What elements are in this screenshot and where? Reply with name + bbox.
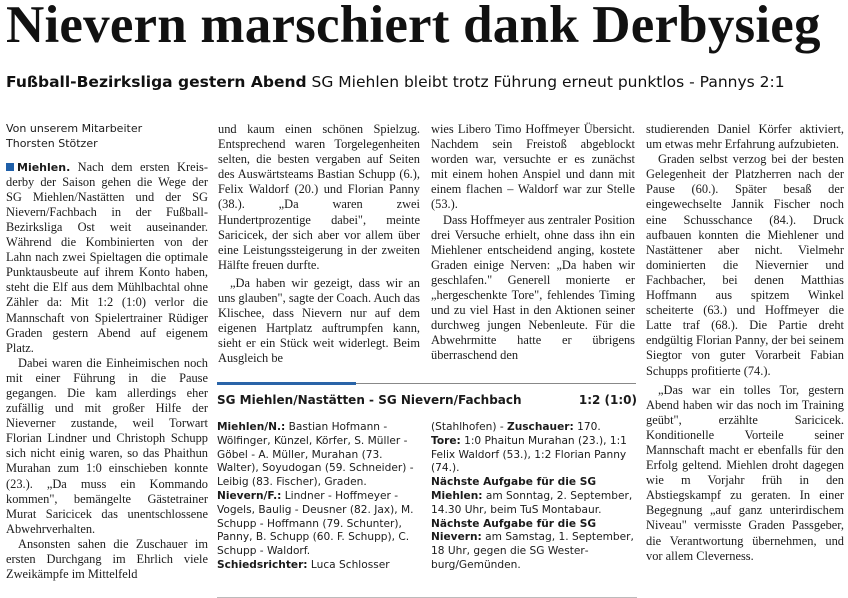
referee-place: (Stahlhofen) - xyxy=(431,421,504,433)
goals-list: 1:0 Phaitun Murahan (23.), 1:1 Felix Waldorf (53.), 1:2 Florian Panny (74.). xyxy=(431,434,627,475)
next-match-miehlen: am Sonntag, 2. September, 14.30 Uhr, beim TuS Montabaur. xyxy=(431,489,633,516)
match-info-details xyxy=(431,421,635,573)
byline xyxy=(6,122,208,152)
lineup-miehlen: Bastian Hofmann - Wölfinger, Künzel, Körfer, S. Müller - Göbel - A. Müller, Murahan (73. Walter), Soyudogan (59. Schneider) - Leibig (83. Fischer), Graden. xyxy=(217,421,414,489)
article-paragraph: Ansonsten sahen die Zuschauer im ersten Durchgang im Ehrlich viele Zweikämpfe im Mittelfeld xyxy=(6,536,208,582)
dateline-square-icon xyxy=(6,163,14,171)
lineup-nievern: Lindner - Hoffmeyer - Vogels, Baulig - Deusner (82. Jax), M. Schupp - Hoffmann (79. Schunter), Panny, B. Schupp (60. F. Schupp), C. Schupp - Waldorf. xyxy=(217,489,414,558)
next-match-nievern: am Samstag, 1. September, 18 Uhr, gegen die SG Westerburg/Gemünden. xyxy=(431,531,634,571)
article-paragraph: Graden selbst verzog bei der besten Gelegenheit der Platzherren nach der Pause (60.). Später besaß der eingewechselte Jannik Fischer noch eine Schusschance (84.). Druck aufbauen konnten die Miehlener und Nastättener aber nicht. Vielmehr dominierten die Nievernier und Fachbacher, bei denen Matthias Hoffmann aus spitzem Winkel scheiterte (63.) und Hoffmeyer die Latte traf (68.). Die Partie dreht endgültig Florian Panny, der bei seinem Siegtor von guter Vorarbeit Fabian Schupps profitierte (74.). xyxy=(646,152,844,378)
article-paragraph: studierenden Daniel Körfer aktiviert, um etwas mehr Erfahrung aufzubieten. xyxy=(646,122,844,152)
subheadline-text: SG Miehlen bleibt trotz Führung erneut punktlos - Pannys 2:1 xyxy=(311,73,785,91)
headline: Nievern marschiert dank Derbysieg xyxy=(6,0,821,54)
lineup-label-nievern: Nievern/F.: xyxy=(217,489,282,502)
article-paragraph: „Da haben wir gezeigt, dass wir an uns glauben", sagte der Coach. Auch das Klischee, dass Nievern nur auf dem eigenen Hartplatz auftrumpfen kann, sieht er ein Stück weit widerlegt. Beim Ausgleich be xyxy=(218,275,420,366)
article-column-3 xyxy=(431,122,635,364)
match-score: 1:2 (1:0) xyxy=(578,393,637,407)
referee-label: Schiedsrichter: xyxy=(217,558,308,571)
goals-label: Tore: xyxy=(431,434,461,447)
spectators-label: Zuschauer: xyxy=(507,421,574,433)
subheadline-kicker: Fußball-Bezirksliga gestern Abend xyxy=(6,73,307,91)
article-column-4 xyxy=(646,122,844,564)
article-paragraph: Dabei waren die Einheimischen noch mit einer Führung in die Pause gegangen. Die kam allerdings eher zufällig und mit großer Hilfe der Nieverner zustande, weil Torwart Florian Lindner und Christoph Schupp sich nicht einig waren, so das Phaithun Murahan zum 1:0 einschieben konnte (23.). „Da muss ein Kommando kommen", bemängelte Gästetrainer Murat Saricicek das unentschlossene Abwehrverhalten. xyxy=(6,355,208,536)
match-info-lineups xyxy=(217,421,425,573)
article-column-2 xyxy=(218,122,420,367)
article-paragraph: Dass Hoffmeyer aus zentraler Position drei Versuche erhielt, ohne dass ihn ein Miehlener entscheidend anging, kostete Graden einige Nerven: „Da haben wir geschlafen." Generell monierte er „hergeschenkte Tore", fehlendes Timing und zu viel Hast in den Aktionen seiner durchweg jungen Nebenleute. Für die Abwehrmitte hatte er übrigens überraschend den xyxy=(431,212,635,363)
article-paragraph: wies Libero Timo Hoffmeyer Übersicht. Nachdem sein Freistoß abgeblockt worden war, versuchte er es zunächst mit einem hohen Anspiel und dann mit einem flachen – Waldorf war zur Stelle (53.). xyxy=(431,122,635,212)
byline-author: Thorsten Stötzer xyxy=(6,136,98,150)
next-match-label-nievern: Nächste Aufgabe für die SG Nievern: xyxy=(431,517,597,544)
byline-line-1: Von unserem Mitarbeiter xyxy=(6,122,143,135)
article-paragraph xyxy=(6,160,208,356)
paragraph-text: Nach dem ersten Kreisderby der Saison gehen die Wege der SG Miehlen/Nastätten und der SG Nievern/Fachbach in der Fußball-Bezirksliga Ost weit auseinander. Während die Kombinierten von der Lahn nach zwei Spieltagen die optimale Punktausbeute auf ihrem Konto haben, steht die Elf aus dem Mühlbachtal ohne Zähler da: Mit 1:2 (1:0) verlor die Mannschaft von Spielertrainer Rüdiger Graden gestern Abend auf eigenem Platz. xyxy=(6,159,208,355)
spectators-count: 170. xyxy=(577,421,601,433)
article-column-1 xyxy=(6,122,208,582)
referee-name: Luca Schlosser xyxy=(310,558,390,571)
info-box-rule xyxy=(356,383,636,384)
match-info-title xyxy=(217,393,637,407)
lineup-label-miehlen: Miehlen/N.: xyxy=(217,421,286,433)
article-paragraph: und kaum einen schönen Spielzug. Entsprechend waren Torgelegenheiten selten, die besten vergaben auf Seiten des Auswärtsteams Bastian Schupp (6.), Felix Waldorf (20.) und Florian Panny (38.). „Da waren zwei Hundertprozentige dabei", meinte Saricicek, der sich aber vor allem über eine Leistungssteigerung in der zweiten Hälfte freuen durfte. xyxy=(218,122,420,272)
match-teams: SG Miehlen/Nastätten - SG Nievern/Fachbach xyxy=(217,393,522,407)
dateline: Miehlen. xyxy=(17,160,71,174)
next-match-label-miehlen: Nächste Aufgabe für die SG Miehlen: xyxy=(431,476,597,502)
article-paragraph: „Das war ein tolles Tor, gestern Abend haben wir das noch im Training geübt", erzählte Saricicek. Konditionelle Vorteile seiner Mannschaft macht er ebenfalls für den Erfolg geltend. Miehlen droht dagegen wie m Vorjahr früh in den Abstiegskampf zu geraten. In einer Begegnung „auf ganz unterirdischem Niveau" vermisste Graden Passgeber, die Verantwortung übernehmen, und vor allem Cleverness. xyxy=(646,382,844,563)
info-box-accent-rule xyxy=(217,382,356,385)
subheadline xyxy=(6,73,785,91)
